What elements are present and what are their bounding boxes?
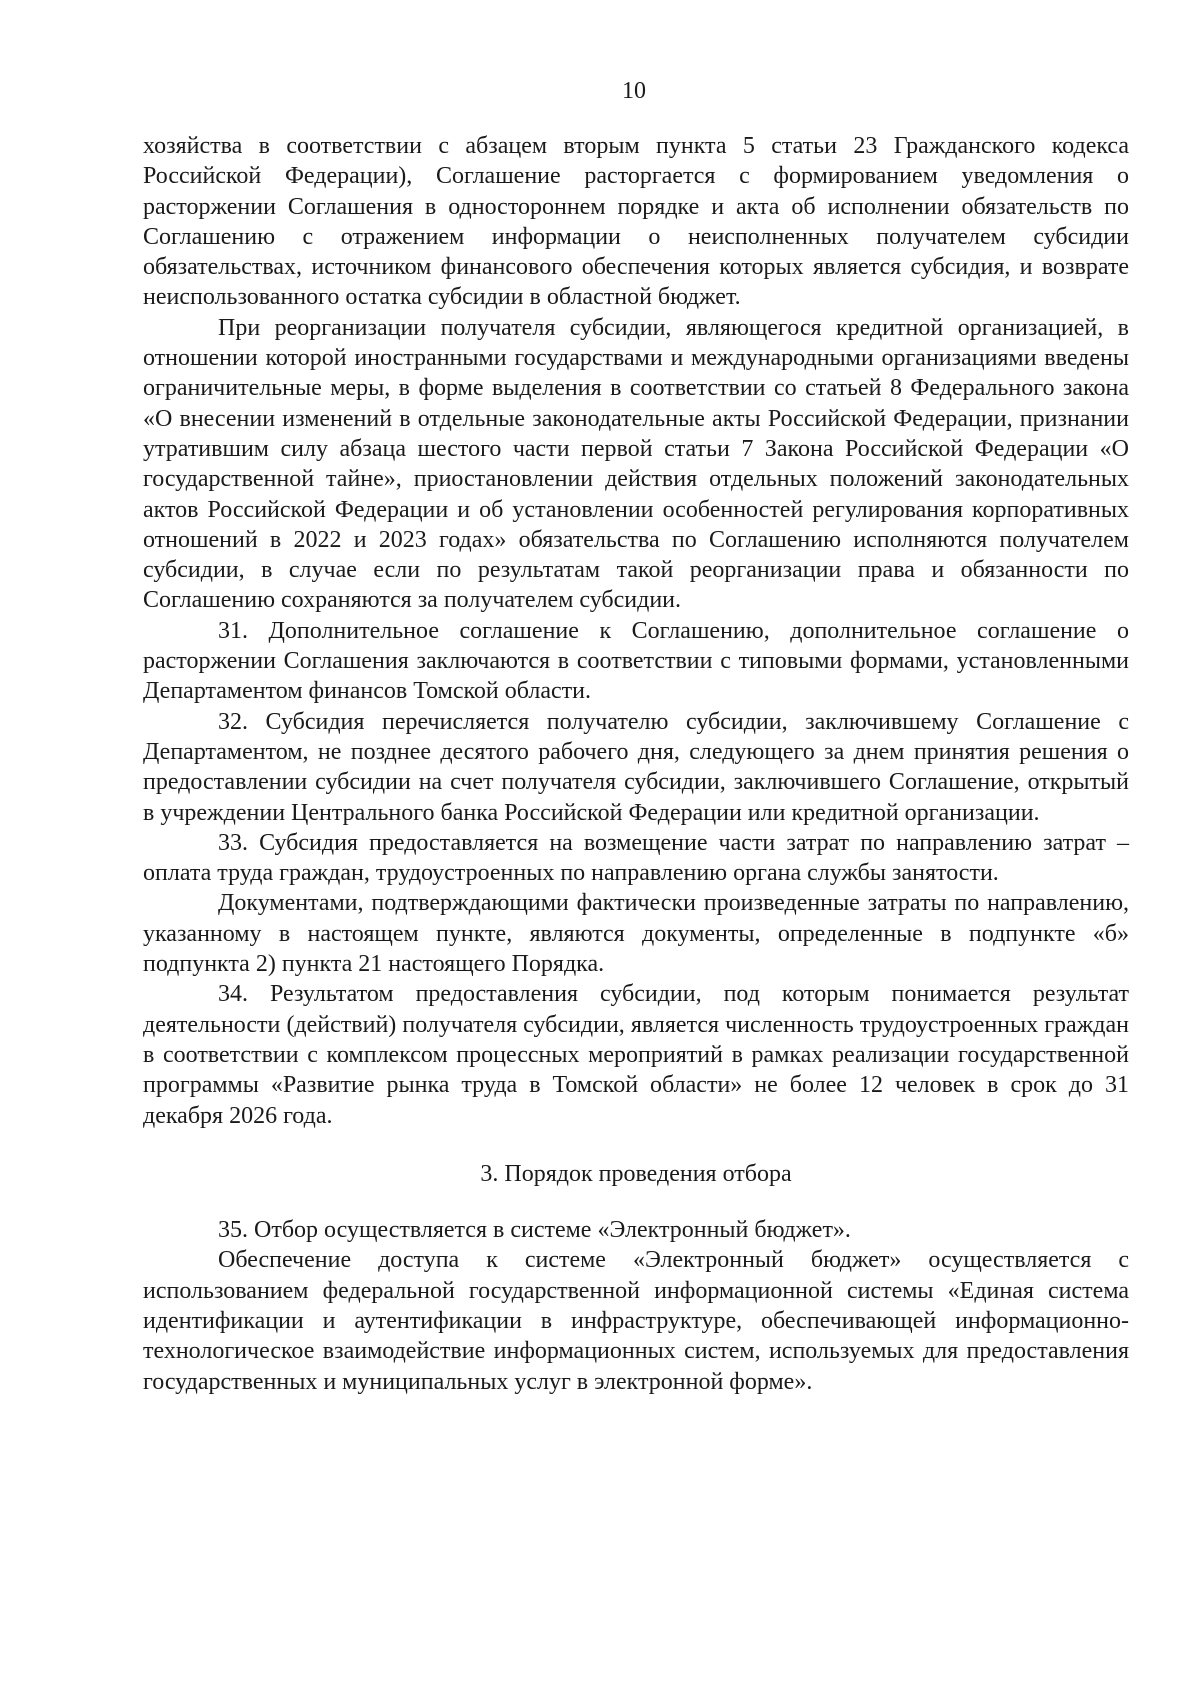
paragraph-continued: хозяйства в соответствии с абзацем вторым пункта 5 статьи 23 Гражданского кодекса Российской Федерации), Соглашение расторгается с формированием уведомления о расторжении Соглашения в одностороннем порядке и акта об исполнении обязательств по Соглашению с отражением информации о неисполненных получателем субсидии обязательствах, источником финансового обеспечения которых является субсидия, и возврате неиспользованного остатка субсидии в областной бюджет.	[143, 133, 1129, 311]
paragraph-35: 35. Отбор осуществляется в системе «Электронный бюджет».	[218, 1217, 851, 1244]
document-body	[143, 131, 1129, 1397]
paragraph-reorganization: При реорганизации получателя субсидии, являющегося кредитной организацией, в отношении которой иностранными государствами и международными организациями введены ограничительные меры, в форме выделения в соответствии со статьей 8 Федерального закона «О внесении изменений в отдельные законодательные акты Российской Федерации, признании утратившим силу абзаца шестого части первой статьи 7 Закона Российской Федерации «О государственной тайне», приостановлении действия отдельных положений законодательных актов Российской Федерации и об установлении особенностей регулирования корпоративных отношений в 2022 и 2023 годах» обязательства по Соглашению исполняются получателем субсидии, в случае если по результатам такой реорганизации права и обязанности по Соглашению сохраняются за получателем субсидии.	[143, 314, 1129, 614]
paragraph-32: 32. Субсидия перечисляется получателю субсидии, заключившему Соглашение с Департаментом, не позднее десятого рабочего дня, следующего за днем принятия решения о предоставлении субсидии на счет получателя субсидии, заключившего Соглашение, открытый в учреждении Центрального банка Российской Федерации или кредитной организации.	[143, 708, 1129, 826]
section-heading: 3. Порядок проведения отбора	[480, 1160, 792, 1187]
paragraph-35-access: Обеспечение доступа к системе «Электронный бюджет» осуществляется с использованием федеральной государственной информационной системы «Единая система идентификации и аутентификации в инфраструктуре, обеспечивающей информационно-технологическое взаимодействие информационных систем, используемых для предоставления государственных и муниципальных услуг в электронной форме».	[143, 1247, 1129, 1395]
paragraph-33: 33. Субсидия предоставляется на возмещение части затрат по направлению затрат – оплата труда граждан, трудоустроенных по направлению органа службы занятости.	[143, 829, 1129, 887]
paragraph-33-documents: Документами, подтверждающими фактически произведенные затраты по направлению, указанному в настоящем пункте, являются документы, определенные в подпункте «б» подпункта 2) пункта 21 настоящего Порядка.	[143, 890, 1129, 978]
paragraph-34: 34. Результатом предоставления субсидии, под которым понимается результат деятельности (действий) получателя субсидии, является численность трудоустроенных граждан в соответствии с комплексом процессных мероприятий в рамках реализации государственной программы «Развитие рынка труда в Томской области» не более 12 человек в срок до 31 декабря 2026 года.	[143, 981, 1129, 1129]
page-number: 10	[622, 78, 646, 104]
paragraph-31: 31. Дополнительное соглашение к Соглашению, дополнительное соглашение о расторжении Соглашения заключаются в соответствии с типовыми формами, установленными Департаментом финансов Томской области.	[143, 617, 1129, 705]
